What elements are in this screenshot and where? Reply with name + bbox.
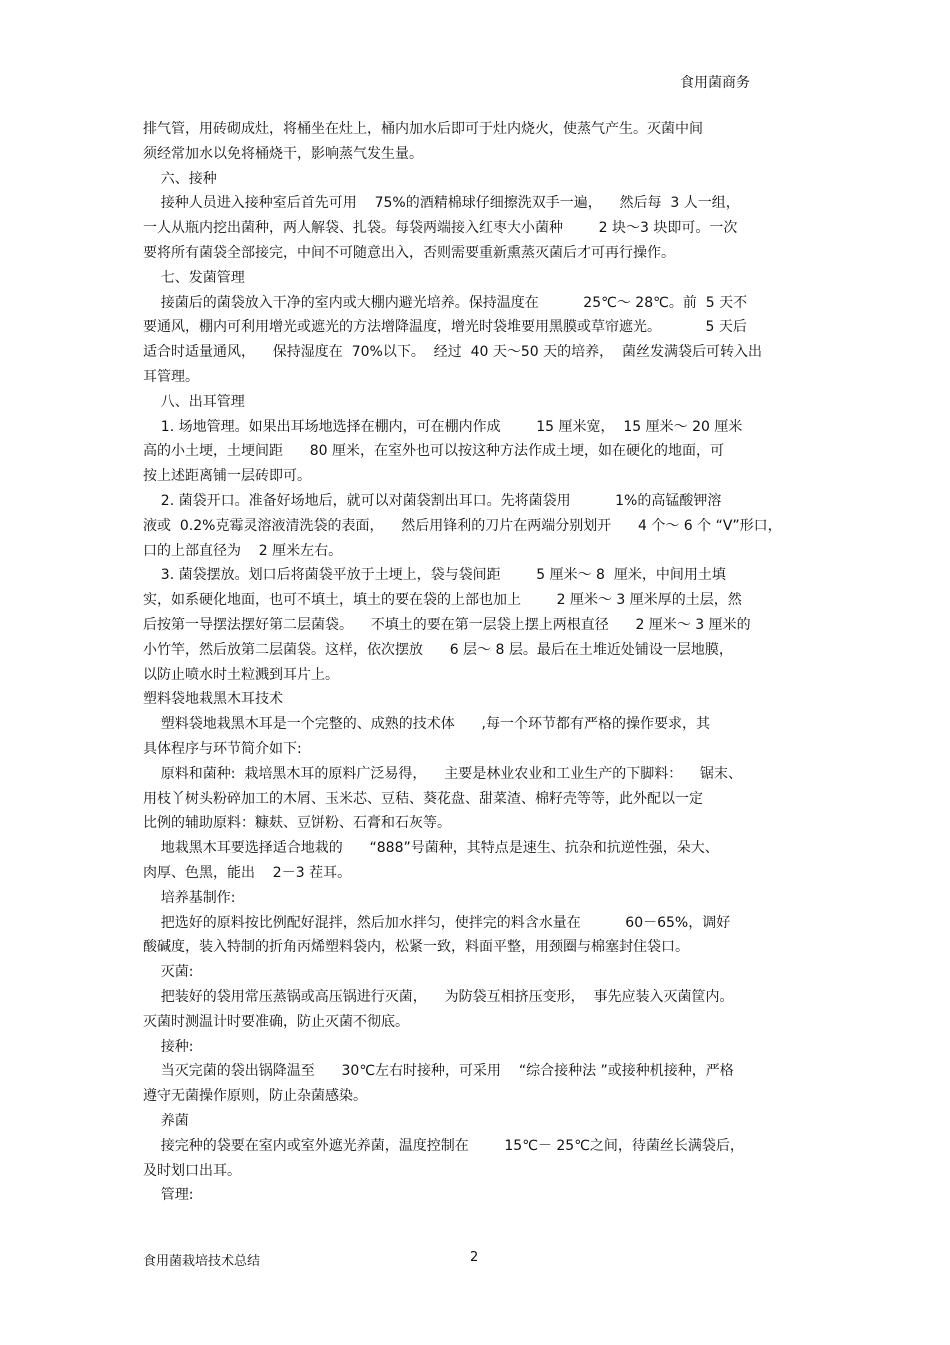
text-line: 当灭完菌的袋出锅降温至 30℃左右时接种，可采用 “综合接种法 ”或接种机接种，严格 <box>143 1063 734 1080</box>
text-line: 接完种的袋要在室内或室外遮光养菌，温度控制在 15℃－ 25℃之间，待菌丝长满袋后， <box>143 1137 744 1154</box>
footer-title: 食用菌栽培技术总结 <box>143 1254 261 1269</box>
text-line: 比例的辅助原料：糠麸、豆饼粉、石膏和石灰等。 <box>143 815 451 832</box>
text-line: 小竹竿，然后放第二层菌袋。这样，依次摆放 6 层～ 8 层。最后在土堆近处铺设一层地膜， <box>143 641 733 658</box>
text-line: 口的上部直径为 2 厘米左右。 <box>143 542 343 559</box>
text-line: 培养基制作: <box>143 889 236 906</box>
text-line: 酸碱度，装入特制的折角丙烯塑料袋内，松紧一致，料面平整，用颈圈与棉塞封住袋口。 <box>143 939 689 956</box>
text-line: 实，如系硬化地面，也可不填土，填土的要在袋的上部也加上 2 厘米～ 3 厘米厚的土层，然 <box>143 592 742 609</box>
text-line: 排气管，用砖砌成灶，将桶坐在灶上，桶内加水后即可于灶内烧火，使蒸气产生。灭菌中间 <box>143 121 703 137</box>
text-line: 要通风，棚内可利用增光或遮光的方法增降温度，增光时袋堆要用黑膜或草帘遮光。 5 天后 <box>143 319 747 336</box>
text-line: 后按第一导摆法摆好第二层菌袋。 不填土的要在第一层袋上摆上两根直径 2 厘米～ 3 厘米的 <box>143 617 751 633</box>
text-line: 要将所有菌袋全部接完，中间不可随意出入，否则需要重新熏蒸灭菌后才可再行操作。 <box>143 245 675 261</box>
text-line: 塑料袋地栽黑木耳技术 <box>143 691 283 708</box>
text-line: 六、接种 <box>143 170 217 187</box>
text-line: 用枝丫树头粉碎加工的木屑、玉米芯、豆秸、葵花盘、甜菜渣、棉籽壳等等，此外配以一定 <box>143 790 703 807</box>
text-line: 八、出耳管理 <box>143 393 245 410</box>
page-number: 2 <box>470 1250 479 1265</box>
text-line: 3. 菌袋摆放。划口后将菌袋平放于土埂上，袋与袋间距 5 厘米～ 8 厘米，中间用土填 <box>143 567 726 584</box>
text-line: 耳管理。 <box>143 369 199 385</box>
text-line: 适合时适量通风， 保持湿度在 70%以下。 经过 40 天～50 天的培养， 菌丝发满袋后可转入出 <box>143 344 763 361</box>
text-line: 具体程序与环节简介如下: <box>143 741 302 757</box>
text-line: 及时划口出耳。 <box>143 1162 241 1179</box>
text-line: 灭菌: <box>143 964 194 981</box>
text-line: 接种人员进入接种室后首先可用 75%的酒精棉球仔细擦洗双手一遍， 然后每 3 人一组， <box>143 195 740 212</box>
text-line: 管理: <box>143 1187 194 1204</box>
text-line: 遵守无菌操作原则，防止杂菌感染。 <box>143 1088 367 1105</box>
text-line: 接菌后的菌袋放入干净的室内或大棚内避光培养。保持温度在 25℃～ 28℃。前 5 天不 <box>143 294 748 311</box>
text-line: 七、发菌管理 <box>143 269 245 286</box>
text-line: 按上述距离铺一层砖即可。 <box>143 468 311 485</box>
text-line: 2. 菌袋开口。准备好场地后，就可以对菌袋割出耳口。先将菌袋用 1%的高锰酸钾溶 <box>143 493 722 509</box>
text-line: 把选好的原料按比例配好混拌，然后加水拌匀，使拌完的料含水量在 60－65%，调好 <box>143 914 731 931</box>
text-line: 把装好的袋用常压蒸锅或高压锅进行灭菌， 为防袋互相挤压变形， 事先应装入灭菌筐内。 <box>143 989 734 1005</box>
text-line: 须经常加水以免将桶烧干，影响蒸气发生量。 <box>143 145 423 162</box>
page-header: 食用菌商务 <box>680 75 750 91</box>
text-line: 原料和菌种: 栽培黑木耳的原料广泛易得， 主要是林业农业和工业生产的下脚料： 锯末、 <box>143 765 743 782</box>
text-line: 高的小土埂，土埂间距 80 厘米，在室外也可以按这种方法作成土埂，如在硬化的地面，可 <box>143 443 724 460</box>
text-line: 塑料袋地栽黑木耳是一个完整的、成熟的技术体 ,每一个环节都有严格的操作要求，其 <box>143 716 710 733</box>
text-line: 接种: <box>143 1038 194 1055</box>
text-line: 一人从瓶内挖出菌种，两人解袋、扎袋。每袋两端接入红枣大小菌种 2 块～3 块即可。一次 <box>143 220 738 237</box>
text-line: 养菌 <box>143 1113 189 1129</box>
text-line: 液或 0.2%克霉灵溶液清洗袋的表面， 然后用锋利的刀片在两端分别划开 4 个～ 6 个 “V”形口， <box>143 517 782 534</box>
text-line: 1. 场地管理。如果出耳场地选择在棚内，可在棚内作成 15 厘米宽， 15 厘米～ 20 厘米 <box>143 418 743 435</box>
text-line: 肉厚、色黑，能出 2－3 茬耳。 <box>143 865 352 881</box>
text-line: 灭菌时测温计时要准确，防止灭菌不彻底。 <box>143 1013 409 1030</box>
text-line: 地栽黑木耳要选择适合地栽的 “888”号菌种，其特点是速生、抗杂和抗逆性强，朵大、 <box>143 840 719 857</box>
text-line: 以防止喷水时土粒溅到耳片上。 <box>143 666 339 683</box>
